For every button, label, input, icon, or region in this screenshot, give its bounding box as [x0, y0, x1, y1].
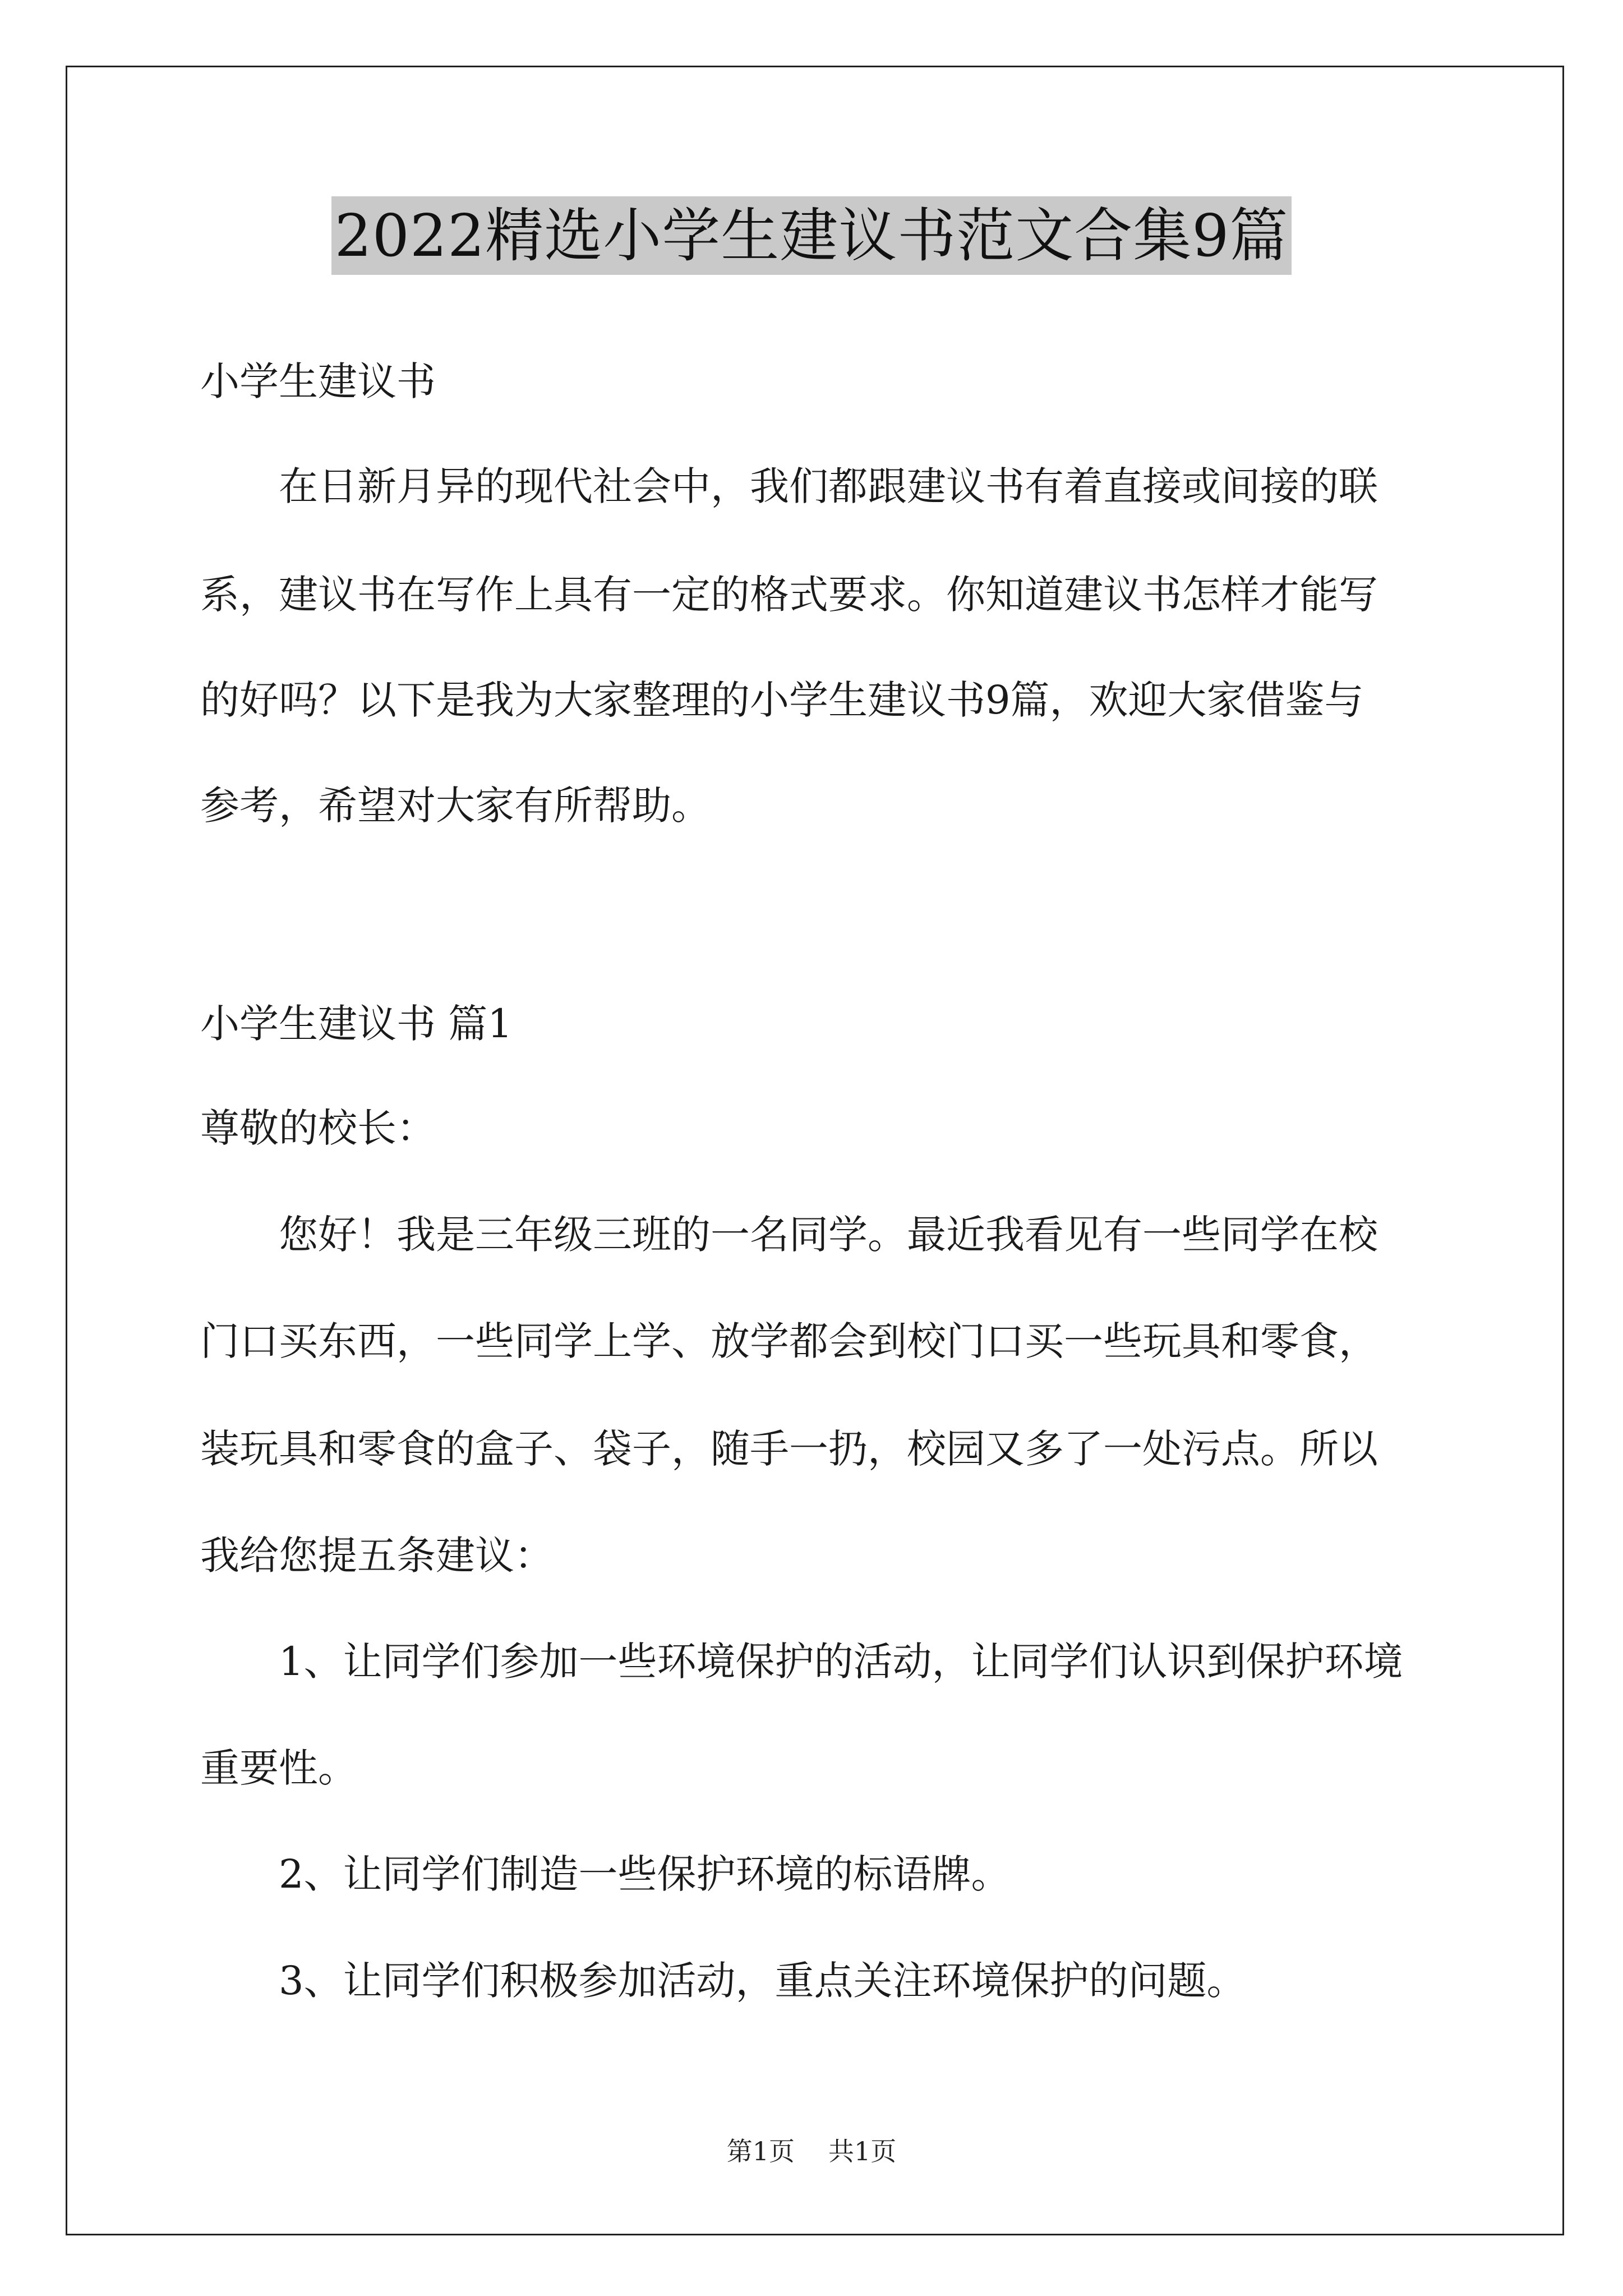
- paragraph-line: 在日新月异的现代社会中，我们都跟建议书有着直接或间接的联: [279, 463, 1378, 509]
- salutation: 尊敬的校长：: [200, 1105, 436, 1151]
- paragraph-line: 您好！我是三年级三班的一名同学。最近我看见有一些同学在校: [279, 1212, 1378, 1258]
- paragraph-line: 参考，希望对大家有所帮助。: [200, 783, 711, 829]
- page-total: 共1页: [828, 2136, 897, 2166]
- list-item-1-continued: 重要性。: [200, 1745, 357, 1791]
- paragraph-line: 我给您提五条建议：: [200, 1533, 554, 1579]
- section-heading: 小学生建议书: [200, 358, 436, 404]
- paragraph-line: 的好吗？以下是我为大家整理的小学生建议书9篇，欢迎大家借鉴与: [200, 677, 1364, 723]
- page-number: 第1页: [726, 2136, 795, 2166]
- title-container: [0, 196, 1623, 275]
- page-footer: [0, 2134, 1623, 2168]
- list-item-2: 2、让同学们制造一些保护环境的标语牌。: [279, 1851, 1011, 1897]
- letter-heading: 小学生建议书 篇1: [200, 1001, 513, 1047]
- list-item-3: 3、让同学们积极参加活动，重点关注环境保护的问题。: [279, 1958, 1246, 2004]
- document-title: 2022精选小学生建议书范文合集9篇: [331, 196, 1292, 275]
- paragraph-line: 系，建议书在写作上具有一定的格式要求。你知道建议书怎样才能写: [200, 572, 1378, 618]
- paragraph-line: 装玩具和零食的盒子、袋子，随手一扔，校园又多了一处污点。所以: [200, 1426, 1378, 1472]
- paragraph-line: 门口买东西，一些同学上学、放学都会到校门口买一些玩具和零食，: [200, 1318, 1378, 1364]
- list-item-1: 1、让同学们参加一些环境保护的活动，让同学们认识到保护环境: [279, 1639, 1403, 1685]
